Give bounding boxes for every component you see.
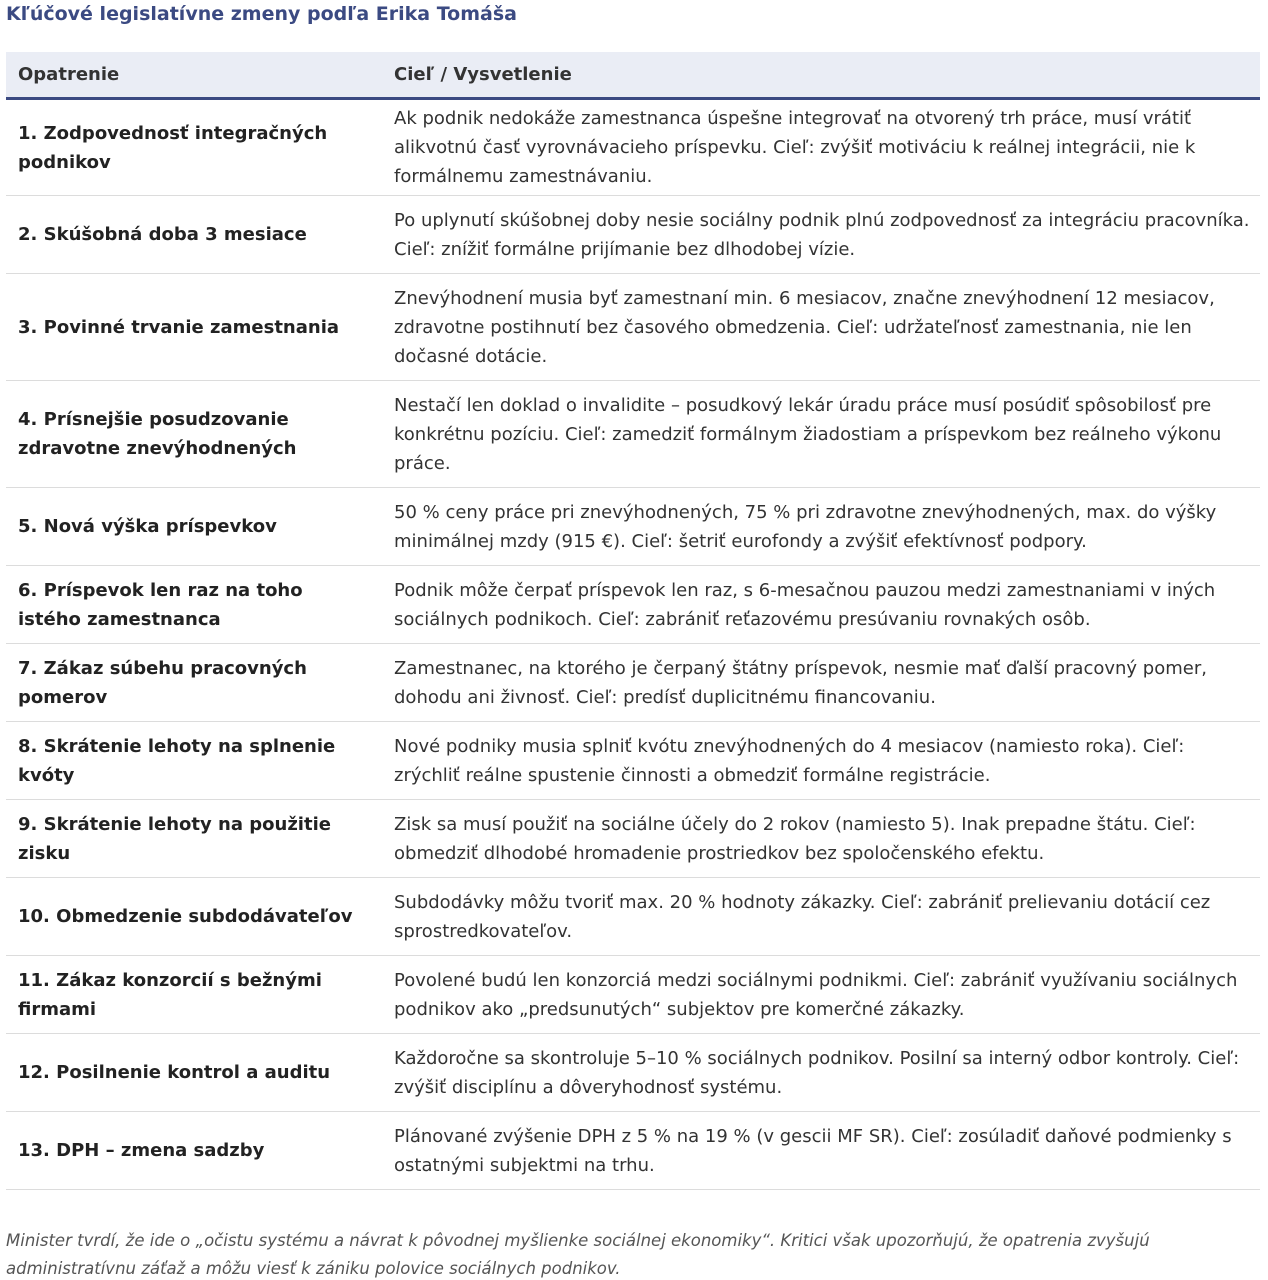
table-row — [6, 1112, 1260, 1190]
measures-table — [6, 52, 1260, 1190]
measure-cell: 1. Zodpovednosť integračných podnikov — [6, 99, 382, 196]
measure-cell: 9. Skrátenie lehoty na použitie zisku — [6, 800, 382, 878]
description-cell: Znevýhodnení musia byť zamestnaní min. 6 mesiacov, značne znevýhodnení 12 mesiacov, zdravotne postihnutí bez časového obmedzenia. Cieľ: udržateľnosť zamestnania, nie len dočasné dotácie. — [382, 274, 1260, 381]
table-row — [6, 566, 1260, 644]
footnote: Minister tvrdí, že ide o „očistu systému a návrat k pôvodnej myšlienke sociálnej ekonomiky“. Kritici však upozorňujú, že opatrenia zvyšujú administratívnu záťaž a môžu viesť k zániku polovice sociálnych podnikov. — [6, 1231, 1150, 1278]
measure-cell: 7. Zákaz súbehu pracovných pomerov — [6, 644, 382, 722]
table-row — [6, 381, 1260, 488]
description-cell: 50 % ceny práce pri znevýhodnených, 75 % pri zdravotne znevýhodnených, max. do výšky minimálnej mzdy (915 €). Cieľ: šetriť eurofondy a zvýšiť efektívnosť podpory. — [382, 488, 1260, 566]
measure-cell: 2. Skúšobná doba 3 mesiace — [6, 196, 382, 274]
measure-cell: 4. Prísnejšie posudzovanie zdravotne znevýhodnených — [6, 381, 382, 488]
description-cell: Zisk sa musí použiť na sociálne účely do 2 rokov (namiesto 5). Inak prepadne štátu. Cieľ: obmedziť dlhodobé hromadenie prostriedkov bez spoločenského efektu. — [382, 800, 1260, 878]
description-cell: Plánované zvýšenie DPH z 5 % na 19 % (v gescii MF SR). Cieľ: zosúladiť daňové podmienky s ostatnými subjektmi na trhu. — [382, 1112, 1260, 1190]
table-row — [6, 196, 1260, 274]
measure-cell: 6. Príspevok len raz na toho istého zamestnanca — [6, 566, 382, 644]
page-title: Kľúčové legislatívne zmeny podľa Erika Tomáša — [6, 3, 517, 25]
description-cell: Každoročne sa skontroluje 5–10 % sociálnych podnikov. Posilní sa interný odbor kontroly. Cieľ: zvýšiť disciplínu a dôveryhodnosť systému. — [382, 1034, 1260, 1112]
description-cell: Podnik môže čerpať príspevok len raz, s 6-mesačnou pauzou medzi zamestnaniami v iných sociálnych podnikoch. Cieľ: zabrániť reťazovému presúvaniu rovnakých osôb. — [382, 566, 1260, 644]
table-header-row — [6, 52, 1260, 99]
measure-cell: 8. Skrátenie lehoty na splnenie kvóty — [6, 722, 382, 800]
measure-cell: 5. Nová výška príspevkov — [6, 488, 382, 566]
description-cell: Povolené budú len konzorciá medzi sociálnymi podnikmi. Cieľ: zabrániť využívaniu sociálnych podnikov ako „predsunutých“ subjektov pre komerčné zákazky. — [382, 956, 1260, 1034]
column-header-measure: Opatrenie — [6, 52, 382, 99]
table-row — [6, 722, 1260, 800]
table-row — [6, 800, 1260, 878]
measure-cell: 10. Obmedzenie subdodávateľov — [6, 878, 382, 956]
measure-cell: 11. Zákaz konzorcií s bežnými firmami — [6, 956, 382, 1034]
table-row — [6, 644, 1260, 722]
table-row — [6, 956, 1260, 1034]
table-row — [6, 99, 1260, 196]
description-cell: Subdodávky môžu tvoriť max. 20 % hodnoty zákazky. Cieľ: zabrániť prelievaniu dotácií cez sprostredkovateľov. — [382, 878, 1260, 956]
description-cell: Nové podniky musia splniť kvótu znevýhodnených do 4 mesiacov (namiesto roka). Cieľ: zrýchliť reálne spustenie činnosti a obmedziť formálne registrácie. — [382, 722, 1260, 800]
description-cell: Po uplynutí skúšobnej doby nesie sociálny podnik plnú zodpovednosť za integráciu pracovníka. Cieľ: znížiť formálne prijímanie bez dlhodobej vízie. — [382, 196, 1260, 274]
description-cell: Ak podnik nedokáže zamestnanca úspešne integrovať na otvorený trh práce, musí vrátiť alikvotnú časť vyrovnávacieho príspevku. Cieľ: zvýšiť motiváciu k reálnej integrácii, nie k formálnemu zamestnávaniu. — [382, 99, 1260, 196]
column-header-description: Cieľ / Vysvetlenie — [382, 52, 1260, 99]
measure-cell: 13. DPH – zmena sadzby — [6, 1112, 382, 1190]
table-row — [6, 274, 1260, 381]
description-cell: Nestačí len doklad o invalidite – posudkový lekár úradu práce musí posúdiť spôsobilosť pre konkrétnu pozíciu. Cieľ: zamedziť formálnym žiadostiam a príspevkom bez reálneho výkonu práce. — [382, 381, 1260, 488]
description-cell: Zamestnanec, na ktorého je čerpaný štátny príspevok, nesmie mať ďalší pracovný pomer, dohodu ani živnosť. Cieľ: predísť duplicitnému financovaniu. — [382, 644, 1260, 722]
measure-cell: 3. Povinné trvanie zamestnania — [6, 274, 382, 381]
measure-cell: 12. Posilnenie kontrol a auditu — [6, 1034, 382, 1112]
table-row — [6, 1034, 1260, 1112]
table-row — [6, 488, 1260, 566]
table-row — [6, 878, 1260, 956]
